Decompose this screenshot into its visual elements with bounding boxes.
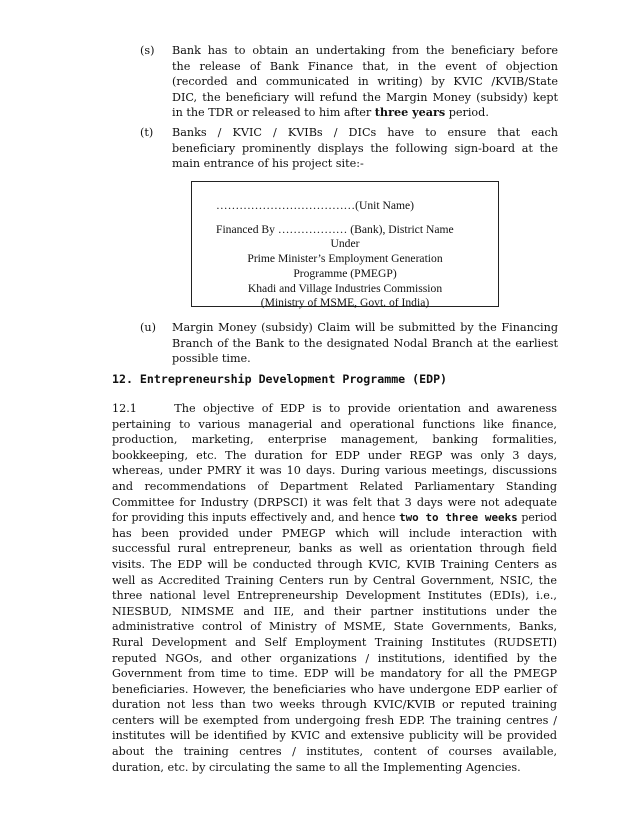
paragraph-line: duration not less than two weeks through KVIC/KVIB or reputed training	[112, 698, 557, 712]
clause-u	[140, 320, 558, 367]
paragraph-text: for providing this inputs effectively and, and hence	[112, 511, 400, 525]
paragraph-line: about the training centres / institutes, content of courses available,	[112, 745, 557, 759]
paragraph-line: visits. The EDP will be conducted through KVIC, KVIB Training Centers as	[112, 557, 557, 571]
clause-line: DIC, the beneficiary will refund the Margin Money (subsidy) kept	[172, 90, 558, 104]
paragraph-line: beneficiaries. However, the beneficiaries who have undergone EDP earlier of	[112, 682, 557, 696]
signboard-unit-name: ………………………………(Unit Name)	[216, 199, 415, 212]
paragraph-line: and recommendations of Department Related Parliamentary Standing	[112, 479, 557, 493]
clause-label: (t)	[140, 126, 154, 139]
section-heading: 12. Entrepreneurship Development Programme (EDP)	[112, 372, 448, 386]
paragraph-line: three national level Entrepreneurship Development Institutes (EDIs), i.e.,	[112, 589, 557, 603]
clause-line: Banks / KVIC / KVIBs / DICs have to ensure that each	[172, 126, 558, 139]
clause-text: period.	[445, 106, 489, 120]
clause-line: (recorded and communicated in writing) by KVIC /KVIB/State	[172, 75, 558, 89]
paragraph-line: production, marketing, enterprise management, banking formalities,	[112, 433, 557, 447]
paragraph-line: 12.1 The objective of EDP is to provide orientation and awareness	[112, 402, 557, 415]
signboard-scheme-line-1: Prime Minister’s Employment Generation	[247, 252, 443, 265]
paragraph-line: reputed NGOs, and other organizations / institutions, identified by the	[112, 651, 557, 665]
signboard-ministry: (Ministry of MSME, Govt. of India)	[260, 296, 430, 309]
paragraph-text: period	[517, 511, 557, 525]
clause-line: possible time.	[172, 352, 251, 366]
paragraph-line: bookkeeping, etc. The duration for EDP under REGP was only 3 days,	[112, 448, 557, 462]
paragraph-line: institutes will be identified by KVIC and extensive publicity will be provided	[112, 729, 557, 743]
edp-paragraph	[112, 401, 557, 775]
paragraph-line: whereas, under PMRY it was 10 days. During various meetings, discussions	[112, 464, 557, 478]
clause-line: main entrance of his project site:-	[172, 157, 364, 171]
clause-line: Bank has to obtain an undertaking from the beneficiary before	[172, 44, 558, 57]
paragraph-line: pertaining to various managerial and operational functions like finance,	[112, 417, 557, 431]
clause-line: beneficiary prominently displays the following sign-board at the	[172, 141, 558, 155]
paragraph-line: administrative control of Ministry of MSME, State Governments, Banks,	[112, 620, 557, 634]
three-years-emphasis: three years	[374, 105, 446, 120]
signboard-scheme-line-2: Programme (PMEGP)	[293, 267, 397, 280]
clause-line	[172, 105, 558, 121]
paragraph-line: Committee for Industry (DRPSCI) it was felt that 3 days were not adequate	[112, 495, 557, 509]
clause-label: (s)	[140, 44, 155, 57]
paragraph-line: successful rural entrepreneur, banks as well as orientation through field	[112, 542, 557, 556]
two-to-three-weeks-emphasis: two to three weeks	[399, 511, 518, 525]
clause-t	[140, 125, 558, 172]
paragraph-line: Government from time to time. EDP will be mandatory for all the PMEGP	[112, 667, 557, 681]
signboard	[191, 181, 499, 307]
clause-body	[148, 43, 558, 121]
paragraph-line: duration, etc. by circulating the same to all the Implementing Agencies.	[112, 760, 521, 774]
clause-line: Margin Money (subsidy) Claim will be submitted by the Financing	[172, 321, 558, 334]
clause-line: the release of Bank Finance that, in the event of objection	[172, 59, 558, 73]
clause-label: (u)	[140, 321, 156, 334]
paragraph-line: has been provided under PMEGP which will include interaction with	[112, 526, 557, 540]
paragraph-line: Rural Development and Self Employment Training Institutes (RUDSETI)	[112, 635, 557, 649]
clause-text: in the TDR or released to him after	[172, 106, 375, 120]
clause-line: Branch of the Bank to the designated Nodal Branch at the earliest	[172, 336, 558, 350]
paragraph-line: centers will be exempted from undergoing fresh EDP. The training centres /	[112, 713, 557, 727]
paragraph-line: well as Accredited Training Centers run by Central Government, NSIC, the	[112, 573, 557, 587]
signboard-commission: Khadi and Village Industries Commission	[247, 282, 443, 295]
signboard-financed-by: Financed By ……………… (Bank), District Name	[216, 223, 454, 236]
clause-s	[140, 43, 558, 121]
signboard-under: Under	[330, 237, 360, 250]
clause-body	[148, 320, 558, 367]
paragraph-line: NIESBUD, NIMSME and IIE, and their partner institutions under the	[112, 604, 557, 618]
paragraph-line	[112, 510, 557, 526]
clause-body	[148, 125, 558, 172]
